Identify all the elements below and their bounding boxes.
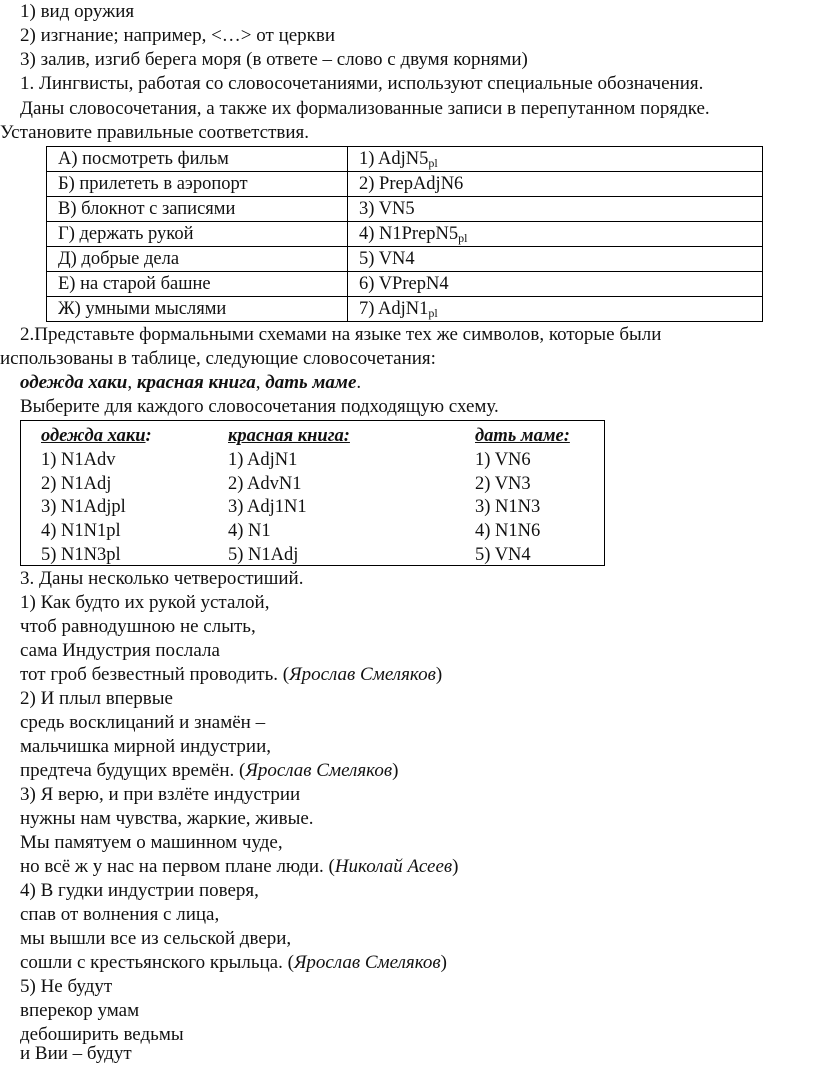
scheme-column-2	[228, 425, 350, 568]
task2-phrases	[20, 371, 361, 395]
poem5-line: и Вии – будут	[20, 1043, 132, 1064]
poem5-line: 5) Не будут	[20, 976, 113, 997]
poem4-line: мы вышли все из сельской двери,	[20, 928, 292, 949]
scheme-option: 3) N1N3	[475, 497, 541, 518]
poem5-line: дебоширить ведьмы	[20, 1024, 184, 1045]
poem-author: Ярослав Смеляков	[289, 664, 436, 685]
poem1-line: сама Индустрия послала	[20, 640, 220, 661]
scheme-option: 4) N1N1pl	[41, 521, 121, 542]
column-header: одежда хаки:	[41, 426, 152, 446]
scheme-cell: 4) $N1PrepN5_{pl}$	[348, 222, 763, 247]
poem2-line: 2) И плыл впервые	[20, 688, 173, 709]
separator: ,	[127, 372, 137, 393]
phrase-cell: Ж) умными мыслями	[47, 297, 348, 322]
poem3-line: но всё ж у нас на первом плане люди. (Николай Асеев)	[20, 856, 459, 877]
poem2-line: мальчишка мирной индустрии,	[20, 736, 272, 757]
poem5-line: вперекор умам	[20, 1000, 140, 1021]
poem2-line: средь восклицаний и знамён –	[20, 712, 266, 733]
column-header: красная книга:	[228, 426, 350, 446]
poem-author: Ярослав Смеляков	[293, 952, 441, 973]
task1-title: 1. Лингвисты, работая со словосочетаниями, используют специальные обозначения.	[20, 73, 704, 94]
task2-line1: 2.Представьте формальными схемами на языке тех же символов, которые были	[20, 324, 662, 345]
intro-line-3: 3) залив, изгиб берега моря (в ответе – слово с двумя корнями)	[20, 49, 528, 70]
phrase-cell: Д) добрые дела	[47, 247, 348, 272]
task1-desc-line1: Даны словосочетания, а также их формализованные записи в перепутанном порядке.	[20, 98, 710, 119]
scheme-column-1	[41, 425, 152, 568]
poem1-line: 1) Как будто их рукой усталой,	[20, 592, 270, 613]
scheme-option: 5) VN4	[475, 544, 531, 565]
task2-line2: использованы в таблице, следующие словосочетания:	[0, 348, 436, 369]
poem1-line: чтоб равнодушною не слыть,	[20, 616, 256, 637]
poem1-line: тот гроб безвестный проводить. (Ярослав Смеляков)	[20, 664, 443, 685]
phrase-cell: В) блокнот с записями	[47, 197, 348, 222]
poem4-line: сошли с крестьянского крыльца. (Ярослав Смеляков)	[20, 952, 447, 973]
phrase-cell: Г) держать рукой	[47, 222, 348, 247]
scheme-option: 3) Adj1N1	[228, 497, 307, 518]
table-row	[47, 197, 763, 222]
phrase-1: одежда хаки	[20, 372, 128, 393]
scheme-cell: 2) PrepAdjN6	[348, 172, 763, 197]
poem3-line: нужны нам чувства, жаркие, живые.	[20, 808, 314, 829]
scheme-column-3	[475, 425, 570, 568]
poem4-line: 4) В гудки индустрии поверя,	[20, 880, 259, 901]
table-row	[47, 297, 763, 322]
poem4-line: спав от волнения с лица,	[20, 904, 220, 925]
scheme-option: 2) N1Adj	[41, 473, 112, 494]
scheme-option: 3) N1Adjpl	[41, 497, 126, 518]
task3-title: 3. Даны несколько четверостиший.	[20, 568, 304, 589]
scheme-option: 4) N1N6	[475, 521, 541, 542]
period: .	[356, 372, 362, 393]
task1-desc-line2: Установите правильные соответствия.	[0, 122, 310, 143]
scheme-option: 1) VN6	[475, 449, 531, 470]
scheme-option: 4) N1	[228, 521, 271, 542]
table-row	[47, 222, 763, 247]
task2-instruction: Выберите для каждого словосочетания подходящую схему.	[20, 396, 499, 417]
schemes-table	[20, 420, 605, 566]
scheme-option: 5) N1N3pl	[41, 544, 121, 565]
scheme-cell: 6) VPrepN4	[348, 272, 763, 297]
poem3-line: Мы памятуем о машинном чуде,	[20, 832, 283, 853]
scheme-option: 2) AdvN1	[228, 473, 302, 494]
table-row	[47, 172, 763, 197]
phrase-cell: Б) прилететь в аэропорт	[47, 172, 348, 197]
scheme-cell: 7) $AdjN1_{pl}$	[348, 297, 763, 322]
table-row	[47, 247, 763, 272]
scheme-option: 1) N1Adv	[41, 449, 116, 470]
intro-line-2: 2) изгнание; например, <…> от церкви	[20, 25, 336, 46]
matching-table	[46, 146, 763, 322]
phrase-2: красная книга	[136, 372, 256, 393]
scheme-option: 2) VN3	[475, 473, 531, 494]
phrase-cell: А) посмотреть фильм	[47, 147, 348, 172]
scheme-cell: 3) VN5	[348, 197, 763, 222]
scheme-cell: 5) VN4	[348, 247, 763, 272]
table-row	[47, 147, 763, 172]
scheme-option: 5) N1Adj	[228, 544, 299, 565]
poem-author: Николай Асеев	[334, 856, 453, 877]
separator: ,	[255, 372, 266, 393]
poem2-line: предтеча будущих времён. (Ярослав Смеляков)	[20, 760, 399, 781]
phrase-3: дать маме	[265, 372, 357, 393]
poem3-line: 3) Я верю, и при взлёте индустрии	[20, 784, 301, 805]
phrase-cell: Е) на старой башне	[47, 272, 348, 297]
column-header: дать маме:	[475, 426, 570, 446]
poem-author: Ярослав Смеляков	[245, 760, 393, 781]
scheme-cell: 1) $AdjN5_{pl}$	[348, 147, 763, 172]
scheme-option: 1) AdjN1	[228, 449, 298, 470]
intro-line-1: 1) вид оружия	[20, 1, 135, 22]
table-row	[47, 272, 763, 297]
